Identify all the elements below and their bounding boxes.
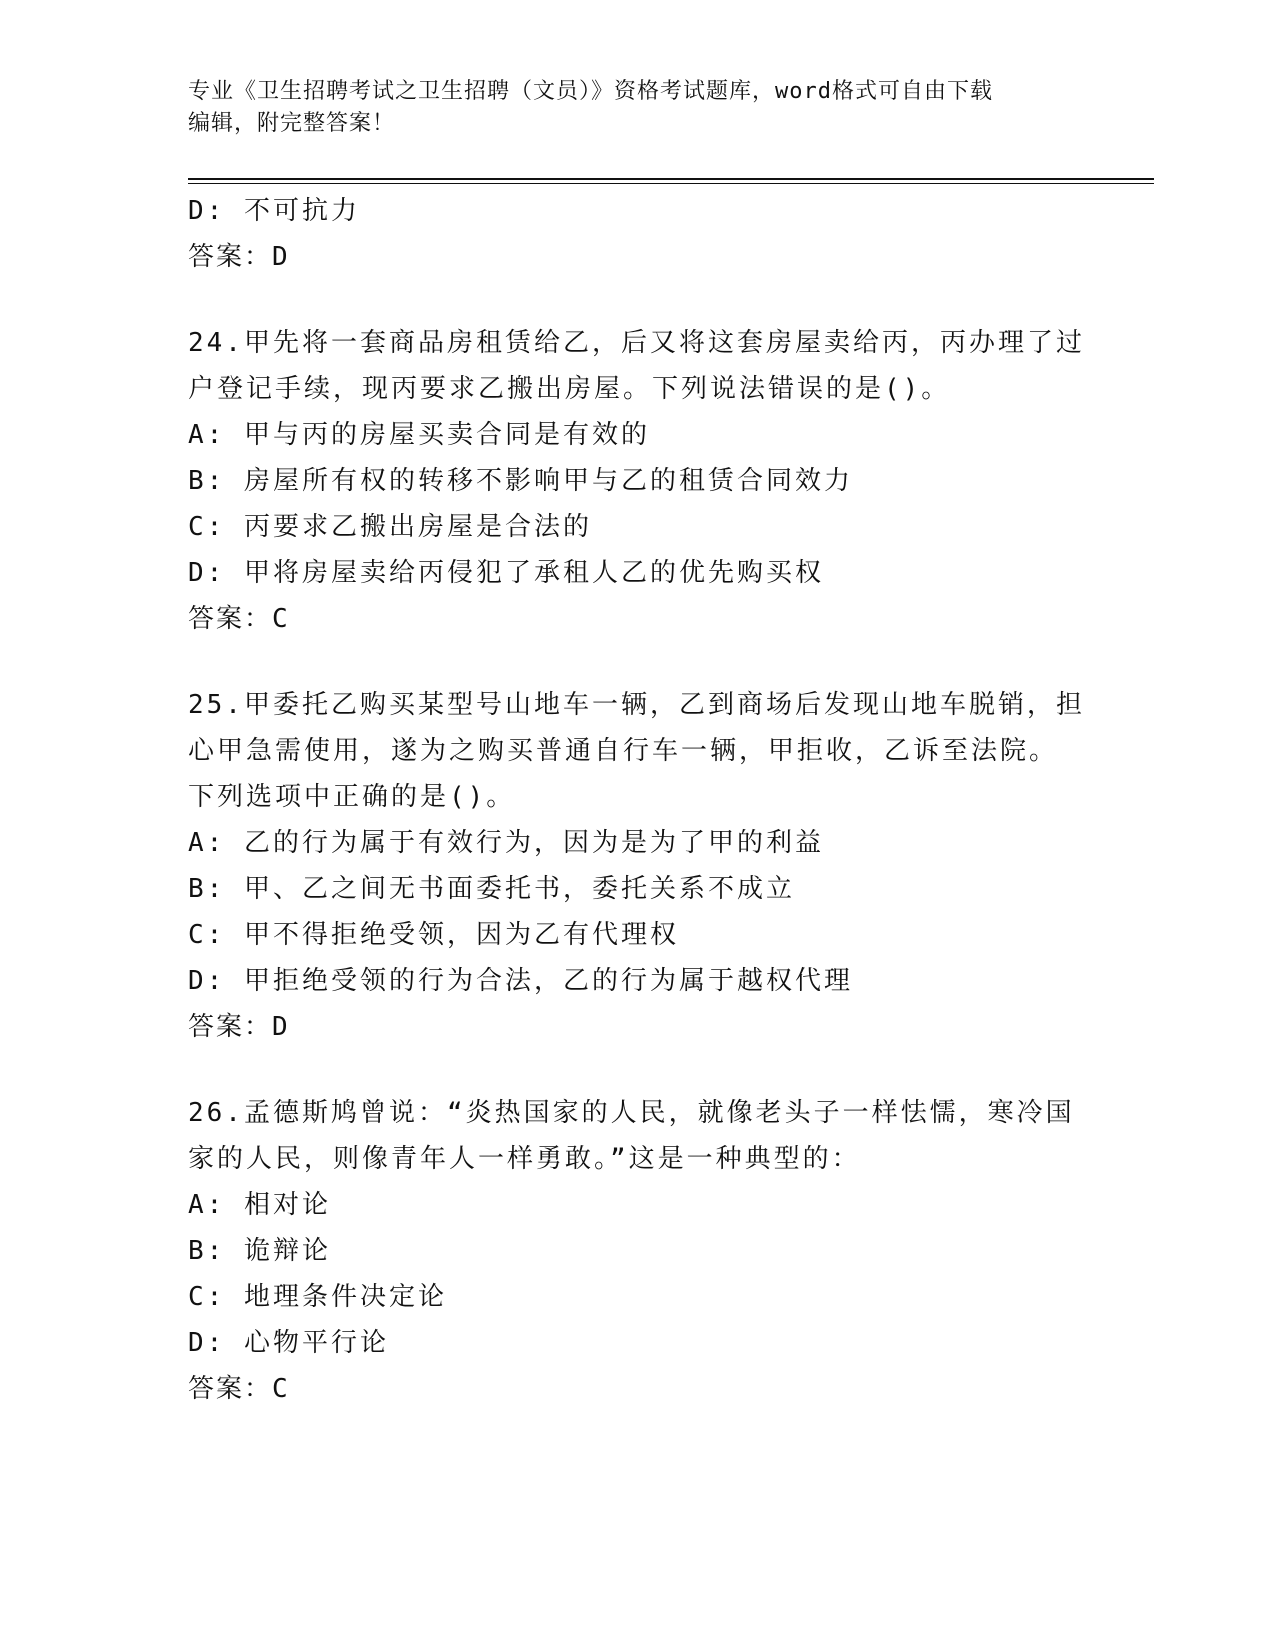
spacer	[188, 642, 1088, 682]
header-line-1: 专业《卫生招聘考试之卫生招聘（文员）》资格考试题库，word格式可自由下载	[188, 79, 993, 104]
option-d: D: 心物平行论	[188, 1328, 389, 1358]
answer-label: 答案：	[188, 242, 273, 272]
option-b: B: 甲、乙之间无书面委托书，委托关系不成立	[188, 874, 795, 904]
question-stem-line: 下列选项中正确的是()。	[188, 782, 516, 812]
header-divider-thick	[188, 178, 1154, 180]
option-a: A: 相对论	[188, 1190, 331, 1220]
answer-label: 答案：	[188, 604, 273, 634]
option-c: C: 丙要求乙搬出房屋是合法的	[188, 512, 592, 542]
document-header	[188, 76, 1088, 140]
answer-value: C	[272, 604, 290, 634]
answer-label: 答案：	[188, 1374, 273, 1404]
question-stem-line: 家的人民，则像青年人一样勇敢。”这是一种典型的：	[188, 1144, 861, 1174]
question-25	[188, 682, 1088, 1050]
option-b: B: 房屋所有权的转移不影响甲与乙的租赁合同效力	[188, 466, 853, 496]
prev-option-d: D: 不可抗力	[188, 196, 360, 226]
header-divider-thin	[188, 183, 1154, 184]
answer-value: D	[272, 1012, 290, 1042]
answer-value: D	[272, 242, 290, 272]
question-stem-line: 24.甲先将一套商品房租赁给乙，后又将这套房屋卖给丙，丙办理了过	[188, 328, 1085, 358]
option-b: B: 诡辩论	[188, 1236, 331, 1266]
question-content	[188, 188, 1088, 1412]
question-stem-line: 户登记手续，现丙要求乙搬出房屋。下列说法错误的是()。	[188, 374, 951, 404]
prev-answer	[188, 234, 1088, 280]
question-stem-line: 心甲急需使用，遂为之购买普通自行车一辆，甲拒收，乙诉至法院。	[188, 736, 1059, 766]
option-a: A: 甲与丙的房屋买卖合同是有效的	[188, 420, 650, 450]
option-d: D: 甲拒绝受领的行为合法，乙的行为属于越权代理	[188, 966, 853, 996]
question-26	[188, 1090, 1088, 1412]
option-a: A: 乙的行为属于有效行为，因为是为了甲的利益	[188, 828, 824, 858]
question-stem-line: 26.孟德斯鸠曾说：“炎热国家的人民，就像老头子一样怯懦，寒冷国	[188, 1098, 1075, 1128]
answer	[188, 1004, 1088, 1050]
header-line-2: 编辑，附完整答案！	[188, 111, 396, 136]
spacer	[188, 1050, 1088, 1090]
answer-value: C	[272, 1374, 290, 1404]
answer-label: 答案：	[188, 1012, 273, 1042]
answer	[188, 1366, 1088, 1412]
answer	[188, 596, 1088, 642]
question-stem-line: 25.甲委托乙购买某型号山地车一辆，乙到商场后发现山地车脱销，担	[188, 690, 1085, 720]
option-d: D: 甲将房屋卖给丙侵犯了承租人乙的优先购买权	[188, 558, 824, 588]
question-24	[188, 320, 1088, 642]
spacer	[188, 280, 1088, 320]
option-c: C: 甲不得拒绝受领，因为乙有代理权	[188, 920, 679, 950]
option-c: C: 地理条件决定论	[188, 1282, 447, 1312]
